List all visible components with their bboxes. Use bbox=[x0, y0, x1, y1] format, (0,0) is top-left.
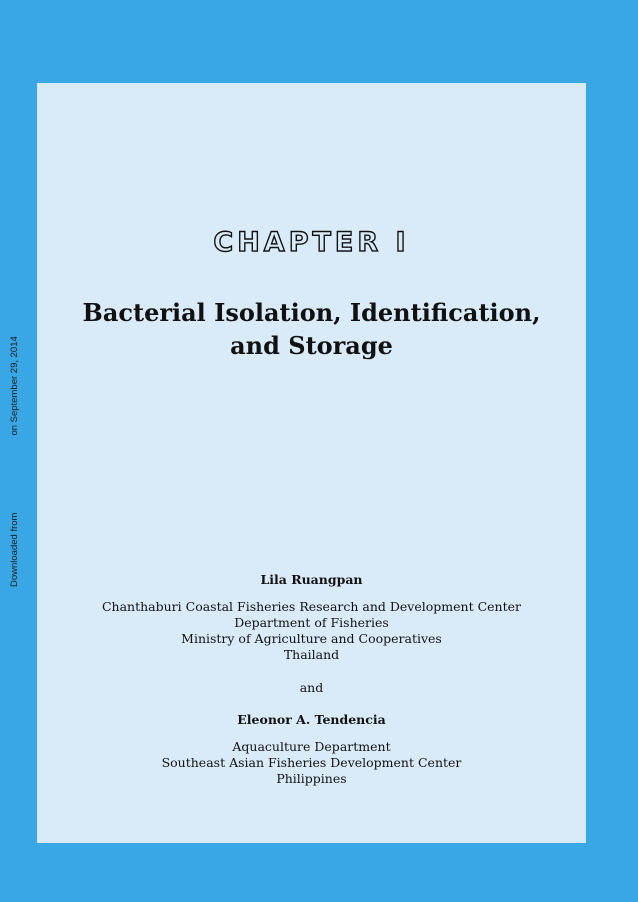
author1-affiliation-line: Thailand bbox=[283, 647, 340, 662]
download-notice-suffix: on September 29, 2014 bbox=[9, 336, 20, 436]
author2-affiliation-line: Philippines bbox=[276, 771, 347, 786]
author2-affiliation-line: Southeast Asian Fisheries Development Center bbox=[161, 755, 462, 770]
author2-name: Eleonor A. Tendencia bbox=[237, 712, 386, 727]
author2-affiliation-line: Aquaculture Department bbox=[232, 739, 391, 754]
download-notice bbox=[9, 336, 20, 587]
author1-affiliation bbox=[37, 599, 586, 663]
author2-affiliation bbox=[37, 739, 586, 787]
cover-panel bbox=[37, 83, 586, 843]
author1-affiliation-line: Department of Fisheries bbox=[234, 615, 389, 630]
author1-affiliation-line: Chanthaburi Coastal Fisheries Research and Development Center bbox=[101, 599, 521, 614]
chapter-title-line1: Bacterial Isolation, Identification, bbox=[82, 298, 541, 327]
author1-name: Lila Ruangpan bbox=[260, 572, 363, 587]
chapter-heading: CHAPTER I bbox=[213, 227, 410, 258]
chapter-title bbox=[37, 296, 586, 362]
author1-affiliation-line: Ministry of Agriculture and Cooperatives bbox=[181, 631, 442, 646]
download-notice-prefix: Downloaded from bbox=[9, 512, 20, 587]
chapter-title-line2: and Storage bbox=[230, 331, 393, 360]
conjunction: and bbox=[299, 680, 324, 695]
